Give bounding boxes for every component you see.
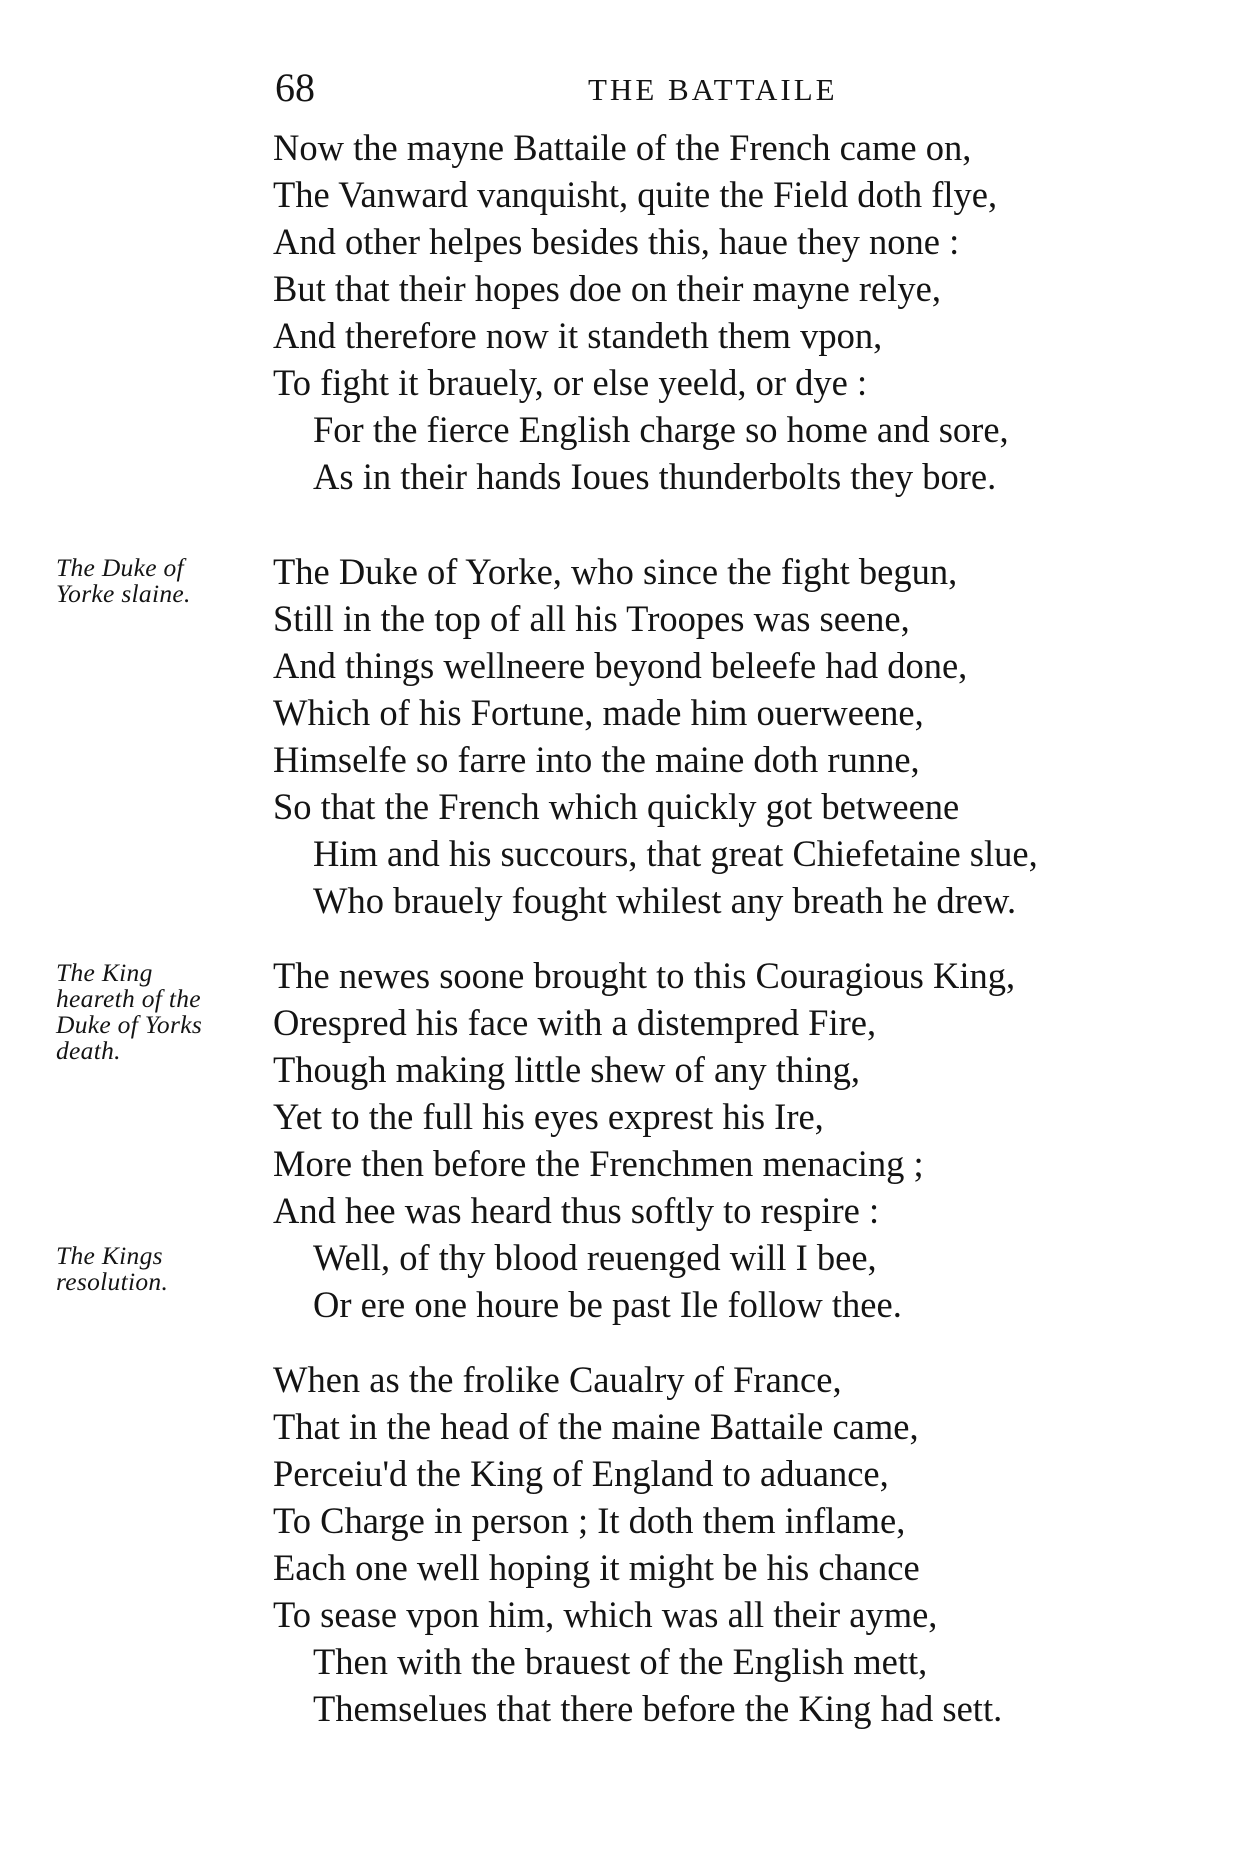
verse-line: To Charge in person ; It doth them inflame, [273,1500,906,1541]
margin-note-line: heareth of the [56,984,201,1013]
verse-line: And hee was heard thus softly to respire : [273,1190,880,1231]
stanza-3 [273,952,1203,1328]
verse-line: More then before the Frenchmen menacing ; [273,1143,924,1184]
margin-note-line: The King [56,958,153,987]
verse-line: Perceiu'd the King of England to aduance, [273,1453,889,1494]
margin-note-line: death. [56,1036,121,1065]
verse-line: That in the head of the maine Battaile came, [273,1406,919,1447]
page-number: 68 [275,65,315,110]
verse-line: But that their hopes doe on their mayne relye, [273,268,941,309]
verse-line: To sease vpon him, which was all their ayme, [273,1594,938,1635]
verse-line: Each one well hoping it might be his chance [273,1547,920,1588]
margin-note-line: The Kings [56,1241,163,1270]
verse-line: Now the mayne Battaile of the French came on, [273,127,972,168]
verse-line: Who brauely fought whilest any breath he drew. [313,880,1017,921]
verse-line: Well, of thy blood reuenged will I bee, [313,1237,877,1278]
margin-note-line: Yorke slaine. [56,579,191,608]
margin-note-duke-slain [56,555,276,607]
verse-line: Which of his Fortune, made him ouerweene, [273,692,924,733]
verse-line: The Vanward vanquisht, quite the Field doth flye, [273,174,998,215]
verse-line: So that the French which quickly got betweene [273,786,960,827]
stanza-2 [273,548,1203,924]
verse-line: Himselfe so farre into the maine doth runne, [273,739,920,780]
verse-line: Yet to the full his eyes exprest his Ire, [273,1096,824,1137]
stanza-4 [273,1356,1203,1732]
verse-line: Then with the brauest of the English mett, [313,1641,928,1682]
verse-line: The newes soone brought to this Couragious King, [273,955,1016,996]
margin-note-kings-resolution [56,1243,276,1295]
margin-note-line: resolution. [56,1267,169,1296]
running-head: THE BATTAILE [588,72,838,107]
verse-line: As in their hands Ioues thunderbolts they bore. [313,456,997,497]
margin-note-line: The Duke of [56,553,184,582]
page-header [0,64,1242,114]
verse-line: Though making little shew of any thing, [273,1049,860,1090]
verse-line: And other helpes besides this, haue they none : [273,221,960,262]
margin-note-line: Duke of Yorks [56,1010,203,1039]
verse-line: Orespred his face with a distempred Fire, [273,1002,877,1043]
verse-line: The Duke of Yorke, who since the fight begun, [273,551,958,592]
verse-line: When as the frolike Caualry of France, [273,1359,842,1400]
verse-line: And things wellneere beyond beleefe had done, [273,645,968,686]
verse-line: For the fierce English charge so home and sore, [313,409,1009,450]
margin-note-king-heareth [56,960,276,1064]
verse-line: Themselues that there before the King had sett. [313,1688,1003,1729]
verse-line: Him and his succours, that great Chiefetaine slue, [313,833,1038,874]
verse-line: Or ere one houre be past Ile follow thee. [313,1284,902,1325]
verse-line: To fight it brauely, or else yeeld, or dye : [273,362,868,403]
verse-line: Still in the top of all his Troopes was seene, [273,598,910,639]
stanza-1 [273,124,1203,500]
verse-line: And therefore now it standeth them vpon, [273,315,883,356]
